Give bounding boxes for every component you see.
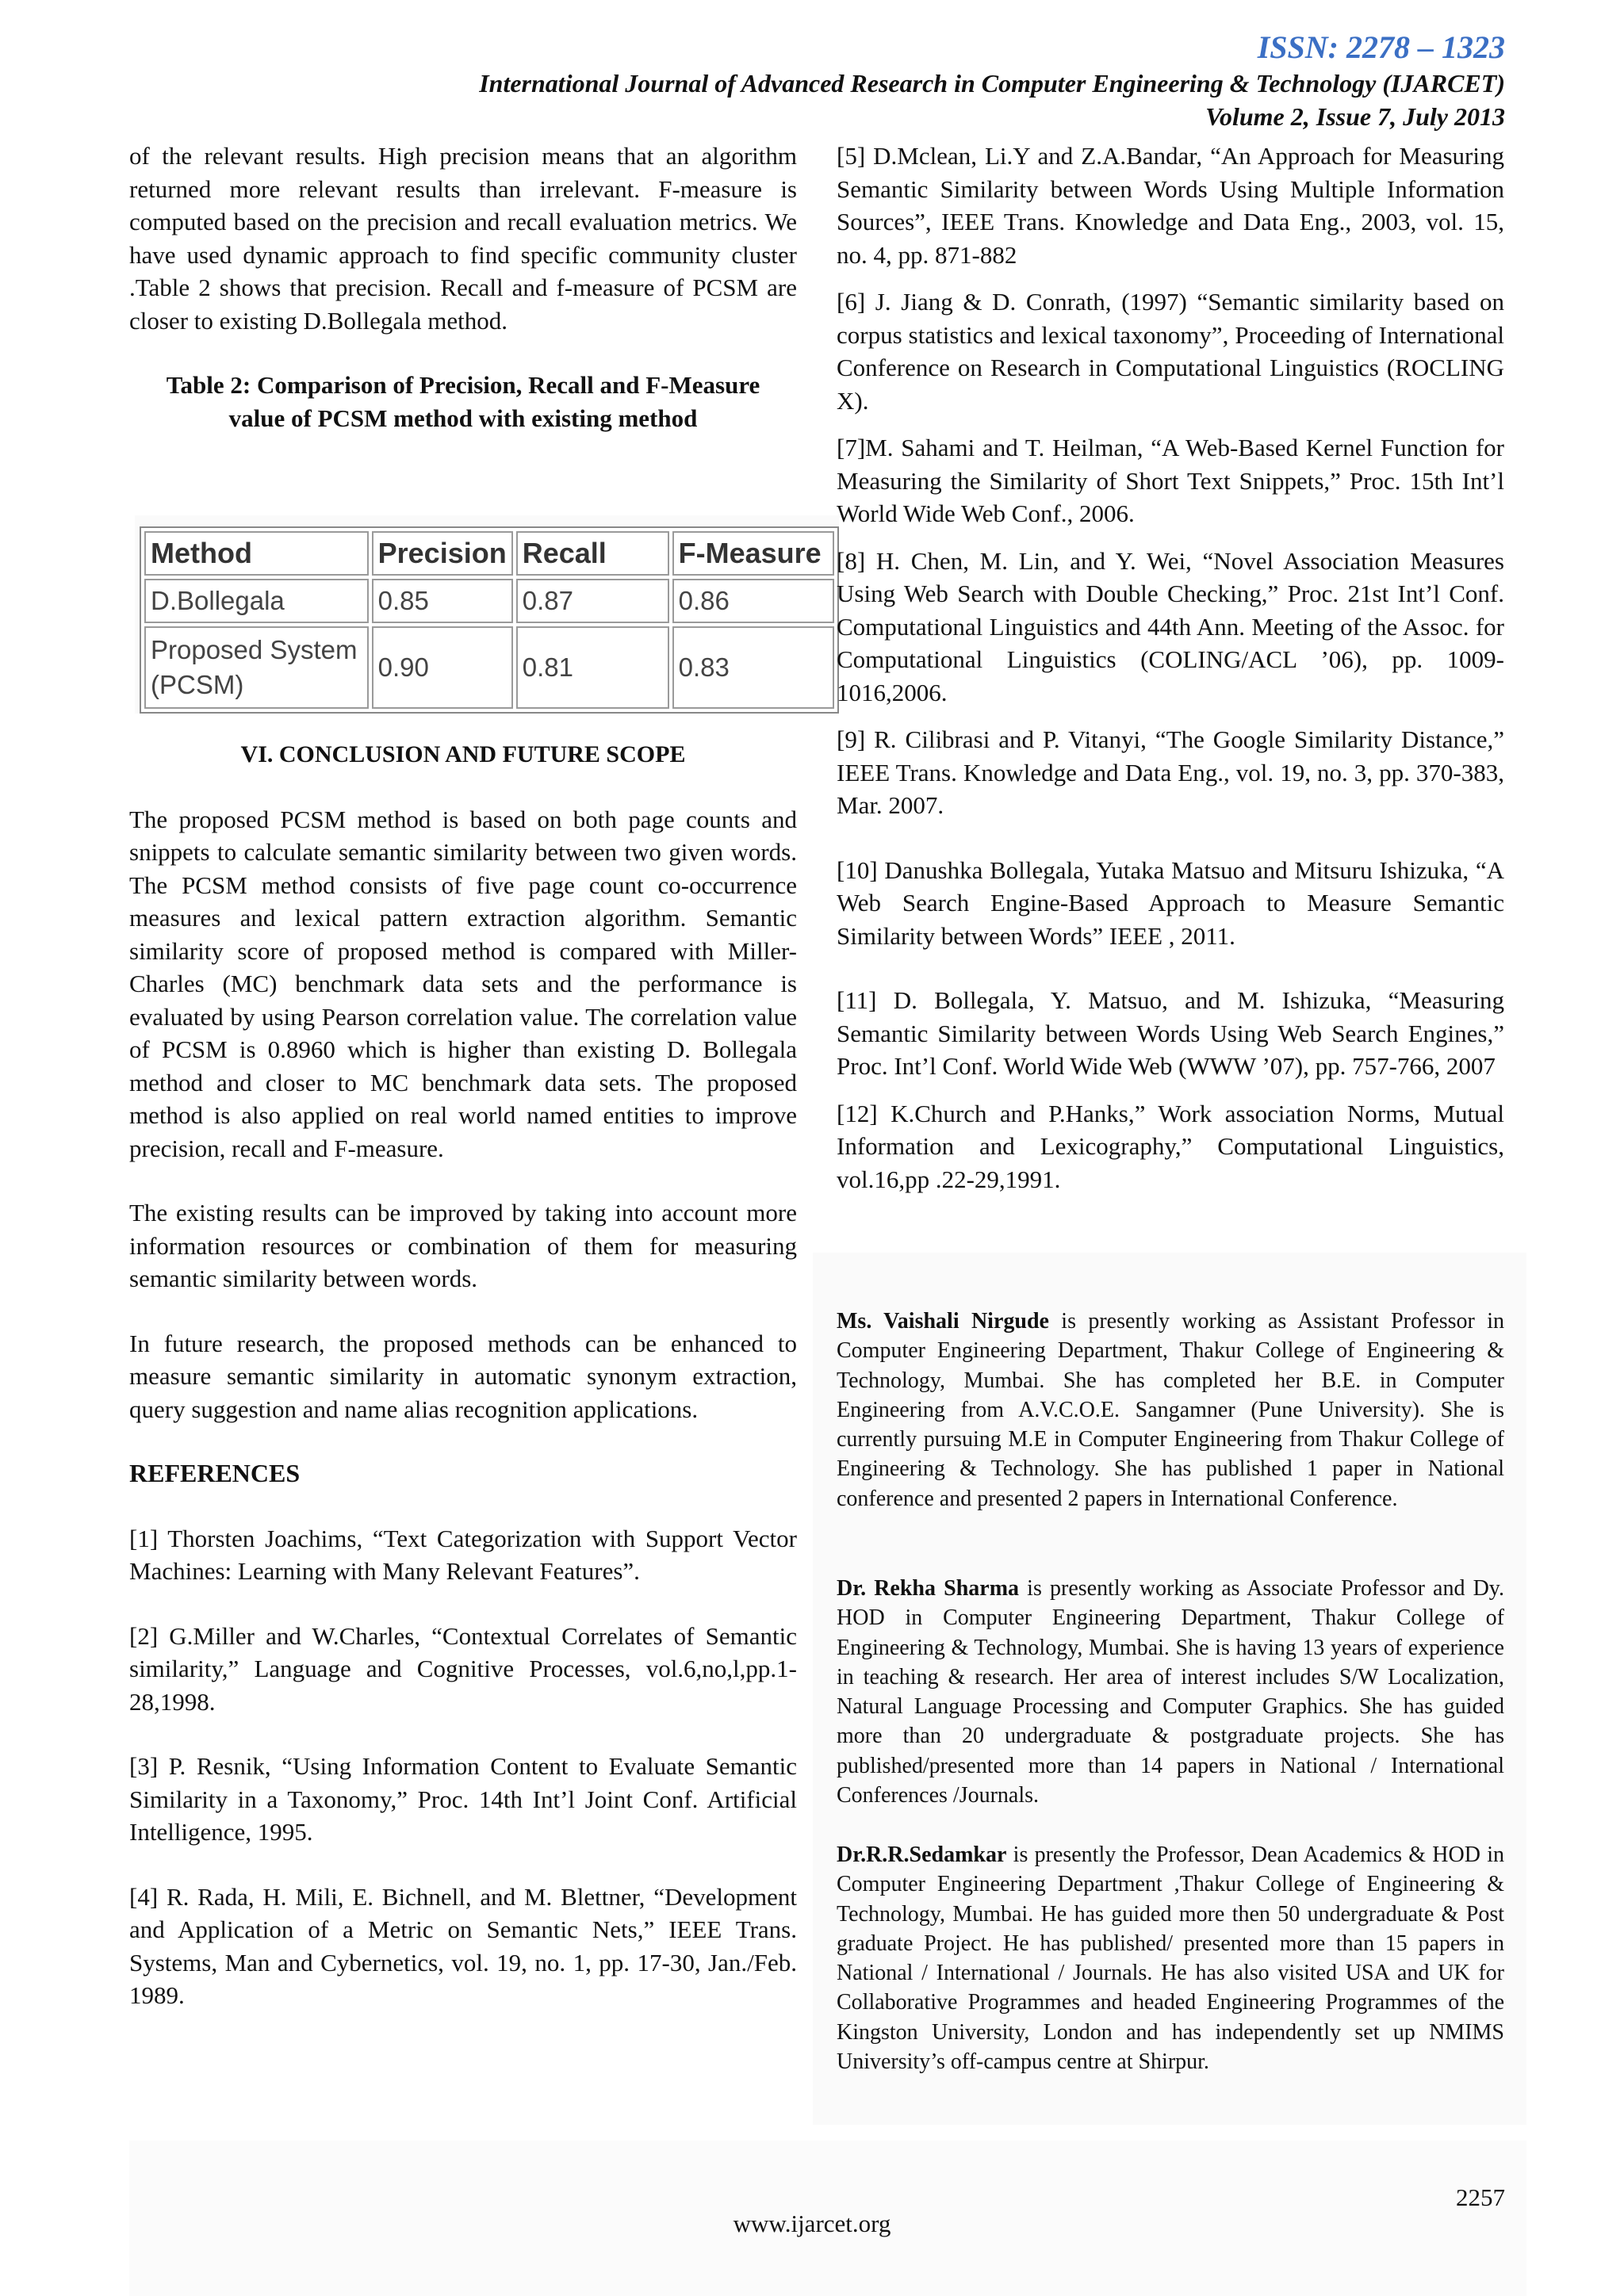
author-bio-text: is presently working as Assistant Professor in Computer Engineering Department, Thakur College of Engineering & Technology, Mumbai. She has completed her B.E. in Computer Engineering from A.V.C.O.E. Sangamner (Pune University). She is currently pursuing M.E in Computer Engineering from Thakur College of Engineering & Technology. She has published 1 paper in National conference and presented 2 papers in International Conference.	[837, 1309, 1504, 1511]
page-number: 2257	[1456, 2183, 1505, 2211]
table-cell-line: Proposed System	[151, 635, 358, 664]
footer-website: www.ijarcet.org	[733, 2210, 891, 2237]
table-cell: 0.87	[516, 579, 669, 623]
author-name: Dr. Rekha Sharma	[837, 1576, 1020, 1601]
author-bio-text: is presently the Professor, Dean Academics & HOD in Computer Engineering Department ,Thakur College of Engineering & Technology, Mumbai. He has guided more then 50 undergraduate & Post graduate Project. He has published/ presented more than 15 papers in National / International / Journals. He has also visited USA and UK for Collaborative Programmes and headed Engineering Programmes of the Kingston University, London and has independently set up NMIMS University’s off-campus centre at Shirpur.	[837, 1843, 1504, 2075]
table-caption	[129, 369, 797, 435]
table-caption-line: value of PCSM method with existing method	[228, 404, 698, 432]
table-cell: 0.90	[372, 626, 513, 709]
journal-header	[479, 67, 1505, 133]
reference-item: [5] D.Mclean, Li.Y and Z.A.Bandar, “An Approach for Measuring Semantic Similarity between Words Using Multiple Information Sources”, IEEE Trans. Knowledge and Data Eng., 2003, vol. 15, no. 4, pp. 871-882	[837, 142, 1504, 269]
table-caption-line: Table 2: Comparison of Precision, Recall and F-Measure	[166, 371, 760, 399]
table-cell: 0.83	[672, 626, 834, 709]
table-cell: 0.86	[672, 579, 834, 623]
reference-item: [6] J. Jiang & D. Conrath, (1997) “Semantic similarity based on corpus statistics and lexical taxonomy”, Proceeding of International Conference on Research in Computational Linguistics (ROCLING X).	[837, 288, 1504, 415]
table-cell-line: (PCSM)	[151, 670, 244, 699]
section-title: VI. CONCLUSION AND FUTURE SCOPE	[240, 741, 686, 767]
references-title: REFERENCES	[129, 1459, 301, 1487]
author-name: Dr.R.R.Sedamkar	[837, 1843, 1007, 1867]
table-cell: 0.85	[372, 579, 513, 623]
author-bio	[837, 1840, 1504, 2076]
author-bio-text: is presently working as Associate Professor and Dy. HOD in Computer Engineering Department, Thakur College of Engineering & Technology, Mumbai. She is having 13 years of experience in teaching & research. Her area of interest includes S/W Localization, Natural Language Processing and Computer Graphics. She has guided more than 20 undergraduate & postgraduate projects. She has published/presented more than 14 papers in National / International Conferences /Journals.	[837, 1576, 1504, 1808]
table-cell: D.Bollegala	[144, 579, 369, 623]
reference-item: [11] D. Bollegala, Y. Matsuo, and M. Ishizuka, “Measuring Semantic Similarity between Words Using Web Search Engines,” Proc. Int’l Conf. World Wide Web (WWW ’07), pp. 757-766, 2007	[837, 986, 1504, 1080]
reference-item: [1] Thorsten Joachims, “Text Categorization with Support Vector Machines: Learning with Many Relevant Features”.	[129, 1524, 797, 1585]
intro-paragraph: of the relevant results. High precision means that an algorithm returned more relevant results than irrelevant. F-measure is computed based on the precision and recall evaluation metrics. We have used dynamic approach to find specific community cluster .Table 2 shows that precision. Recall and f-measure of PCSM are closer to existing D.Bollegala method.	[129, 142, 797, 335]
issn-header: ISSN: 2278 – 1323	[1257, 29, 1505, 65]
author-name: Ms. Vaishali Nirgude	[837, 1309, 1049, 1334]
reference-item: [7]M. Sahami and T. Heilman, “A Web-Based Kernel Function for Measuring the Similarity of Short Text Snippets,” Proc. 15th Int’l World Wide Web Conf., 2006.	[837, 434, 1504, 527]
table-header-cell: Method	[144, 531, 369, 576]
author-bio	[837, 1307, 1504, 1513]
left-column	[129, 140, 797, 2012]
reference-item: [4] R. Rada, H. Mili, E. Bichnell, and M. Blettner, “Development and Application of a Metric on Semantic Nets,” IEEE Trans. Systems, Man and Cybernetics, vol. 19, no. 1, pp. 17-30, Jan./Feb. 1989.	[129, 1882, 797, 2009]
reference-item: [8] H. Chen, M. Lin, and Y. Wei, “Novel Association Measures Using Web Search with Double Checking,” Proc. 21st Int’l Conf. Computational Linguistics and 44th Ann. Meeting of the Assoc. for Computational Linguistics (COLING/ACL ’06), pp. 1009-1016,2006.	[837, 546, 1504, 706]
table-cell: 0.81	[516, 626, 669, 709]
table-header-cell: F-Measure	[672, 531, 834, 576]
reference-item: [3] P. Resnik, “Using Information Content to Evaluate Semantic Similarity in a Taxonomy,” Proc. 14th Int’l Joint Conf. Artificial Intelligence, 1995.	[129, 1752, 797, 1846]
table-header-cell: Precision	[372, 531, 513, 576]
reference-item: [9] R. Cilibrasi and P. Vitanyi, “The Google Similarity Distance,” IEEE Trans. Knowledge and Data Eng., vol. 19, no. 3, pp. 370-383, Mar. 2007.	[837, 725, 1504, 819]
conclusion-paragraph: In future research, the proposed methods can be enhanced to measure semantic similarity in automatic synonym extraction, query suggestion and name alias recognition applications.	[129, 1329, 797, 1423]
journal-title: International Journal of Advanced Research in Computer Engineering & Technology (IJARCET)	[479, 69, 1505, 98]
journal-volume: Volume 2, Issue 7, July 2013	[1205, 102, 1505, 131]
author-bio	[837, 1574, 1504, 1810]
conclusion-paragraph: The existing results can be improved by taking into account more information resources or combination of them for measuring semantic similarity between words.	[129, 1199, 797, 1292]
table-header-cell: Recall	[516, 531, 669, 576]
reference-item: [12] K.Church and P.Hanks,” Work association Norms, Mutual Information and Lexicography,” Computational Linguistics, vol.16,pp .22-29,1991.	[837, 1099, 1504, 1193]
reference-item: [2] G.Miller and W.Charles, “Contextual Correlates of Semantic similarity,” Language and Cognitive Processes, vol.6,no,l,pp.1-28,1998.	[129, 1621, 797, 1716]
conclusion-paragraph: The proposed PCSM method is based on both page counts and snippets to calculate semantic similarity between two given words. The PCSM method consists of five page count co-occurrence measures and lexical pattern extraction algorithm. Semantic similarity score of proposed method is compared with Miller- Charles (MC) benchmark data sets and the performance is evaluated by using Pearson correlation value. The correlation value of PCSM is 0.8960 which is higher than existing D. Bollegala method and closer to MC benchmark data sets. The proposed method is also applied on real world named entities to improve precision, recall and F-measure.	[129, 805, 797, 1162]
right-column	[837, 140, 1504, 1196]
reference-item: [10] Danushka Bollegala, Yutaka Matsuo and Mitsuru Ishizuka, “A Web Search Engine-Based Approach to Measure Semantic Similarity between Words” IEEE , 2011.	[837, 855, 1504, 950]
